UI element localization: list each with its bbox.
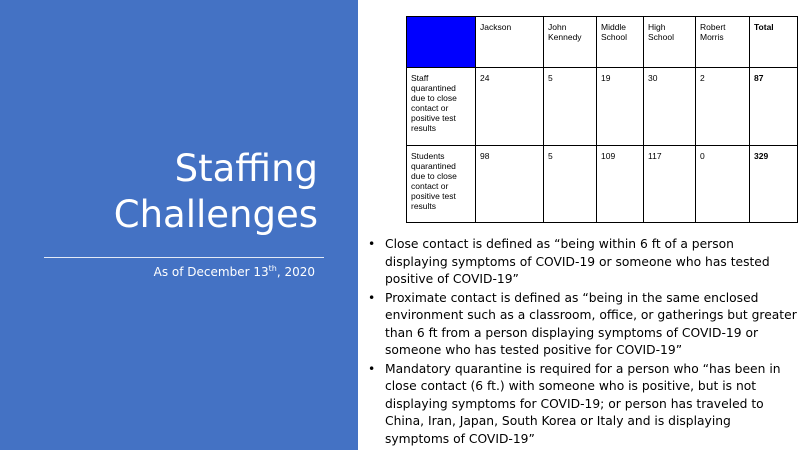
table-cell-total: 329	[750, 146, 798, 223]
title-divider	[44, 257, 324, 258]
table-cell-total: 87	[750, 68, 798, 146]
table-cell: 30	[644, 68, 696, 146]
list-item	[365, 290, 797, 360]
header-jackson: Jackson	[476, 17, 544, 68]
bullet-icon: •	[368, 290, 376, 305]
row-label-students: Students quarantined due to close contact or positive test results	[407, 146, 476, 223]
header-john-kennedy: John Kennedy	[544, 17, 597, 68]
list-item	[365, 361, 797, 449]
table-cell: 109	[597, 146, 644, 223]
table-cell: 0	[696, 146, 750, 223]
definitions-list	[365, 236, 797, 449]
title-line-2: Challenges	[113, 193, 318, 236]
table-cell: 5	[544, 146, 597, 223]
bullet-text: Mandatory quarantine is required for a person who “has been in close contact (6 ft.) with someone who is positive, but is not displaying symptoms for COVID-19; or person has traveled to China, Iran, Japan, South Korea or Italy and is displaying symptoms of COVID-19”	[385, 361, 781, 446]
table-cell: 117	[644, 146, 696, 223]
bullet-icon: •	[368, 361, 376, 376]
subtitle-date-prefix: As of December 13	[153, 265, 269, 279]
header-robert-morris: Robert Morris	[696, 17, 750, 68]
header-middle-school: Middle School	[597, 17, 644, 68]
table-cell: 19	[597, 68, 644, 146]
subtitle-date-suffix: , 2020	[276, 265, 315, 279]
header-total: Total	[750, 17, 798, 68]
table-row	[407, 146, 798, 223]
bullet-text: Proximate contact is defined as “being in the same enclosed environment such as a classroom, office, or gatherings but greater than 6 ft from a person displaying symptoms of COVID-19 or someone who has tested positive for COVID-19”	[385, 290, 797, 357]
table-cell: 98	[476, 146, 544, 223]
list-item	[365, 236, 797, 289]
header-high-school: High School	[644, 17, 696, 68]
quarantine-table	[406, 16, 798, 223]
title-panel	[0, 0, 358, 450]
title-line-1: Staffing	[174, 147, 318, 190]
table-header-row	[407, 17, 798, 68]
table-cell: 24	[476, 68, 544, 146]
row-label-staff: Staff quarantined due to close contact or positive test results	[407, 68, 476, 146]
bullet-icon: •	[368, 237, 376, 251]
subtitle-ordinal: th	[268, 264, 277, 273]
slide-subtitle	[100, 264, 315, 279]
table-corner-cell	[407, 17, 476, 68]
slide-title	[88, 146, 318, 238]
bullet-text: Close contact is defined as “being within 6 ft of a person displaying symptoms of COVID-19 or someone who has tested positive of COVID-19”	[385, 237, 770, 286]
table-cell: 2	[696, 68, 750, 146]
table-row	[407, 68, 798, 146]
table-cell: 5	[544, 68, 597, 146]
